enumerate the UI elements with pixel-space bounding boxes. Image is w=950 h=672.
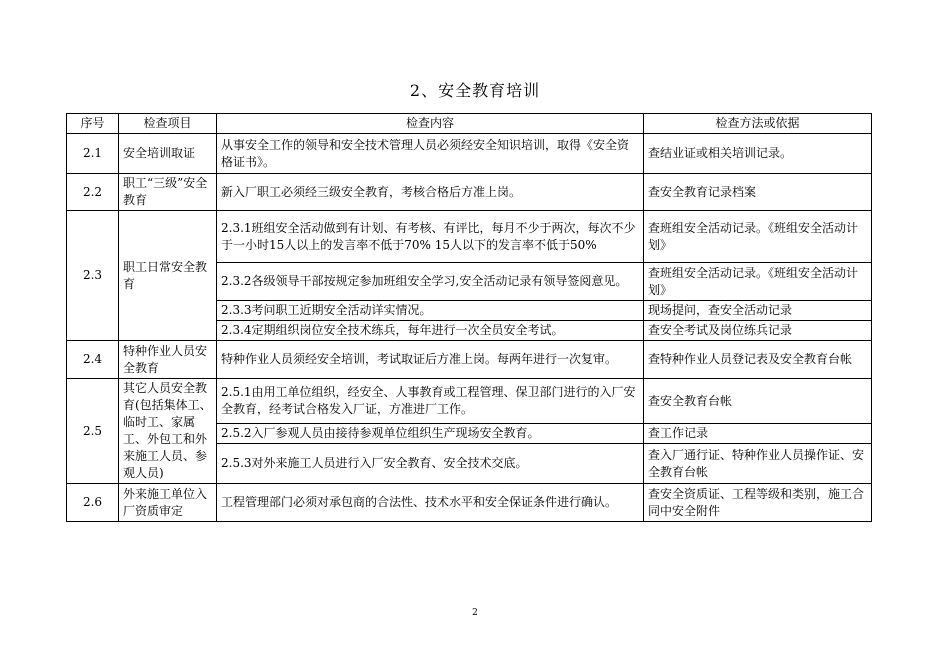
- check-item: 安全培训取证: [119, 134, 217, 174]
- check-content: 2.5.2入厂参观人员由接待参观单位组织生产现场安全教育。: [217, 424, 644, 444]
- table-row: [67, 134, 872, 174]
- table-row: [67, 174, 872, 211]
- check-content: 2.3.3考问职工近期安全活动详实情况。: [217, 301, 644, 321]
- check-content: 工程管理部门必须对承包商的合法性、技术水平和安全保证条件进行确认。: [217, 484, 644, 522]
- check-method: 查特种作业人员登记表及安全教育台帐: [644, 341, 872, 379]
- header-method: 检查方法或依据: [644, 114, 872, 134]
- check-content: 2.5.1由用工单位组织，经安全、人事教育或工程管理、保卫部门进行的入厂安全教育，经考试合格发入厂证，方准进厂工作。: [217, 379, 644, 424]
- row-number: 2.3: [67, 211, 119, 341]
- row-number: 2.6: [67, 484, 119, 522]
- check-method: 查结业证或相关培训记录。: [644, 134, 872, 174]
- table-row: [67, 379, 872, 424]
- row-number: 2.1: [67, 134, 119, 174]
- check-method: 查班组安全活动记录。《班组安全活动计划》: [644, 211, 872, 263]
- check-content: 2.3.4定期组织岗位安全技术练兵，每年进行一次全员安全考试。: [217, 321, 644, 341]
- row-number: 2.5: [67, 379, 119, 484]
- check-method: 查入厂通行证、特种作业人员操作证、安全教育台帐: [644, 444, 872, 484]
- check-method: 查安全资质证、工程等级和类别，施工合同中安全附件: [644, 484, 872, 522]
- check-item: 职工日常安全教育: [119, 211, 217, 341]
- check-method: 查班组安全活动记录。《班组安全活动计划》: [644, 263, 872, 301]
- header-item: 检查项目: [119, 114, 217, 134]
- check-method: 查工作记录: [644, 424, 872, 444]
- row-number: 2.2: [67, 174, 119, 211]
- check-content: 2.3.1班组安全活动做到有计划、有考核、有评比，每月不少于两次，每次不少于一小时15人以上的发言率不低于70% 15人以下的发言率不低于50%: [217, 211, 644, 263]
- header-no: 序号: [67, 114, 119, 134]
- inspection-table: [66, 113, 872, 522]
- row-number: 2.4: [67, 341, 119, 379]
- check-content: 2.5.3对外来施工人员进行入厂安全教育、安全技术交底。: [217, 444, 644, 484]
- table-row: [67, 341, 872, 379]
- header-content: 检查内容: [217, 114, 644, 134]
- check-item: 特种作业人员安全教育: [119, 341, 217, 379]
- check-content: 2.3.2各级领导干部按规定参加班组安全学习,安全活动记录有领导签阅意见。: [217, 263, 644, 301]
- check-item: 外来施工单位入厂资质审定: [119, 484, 217, 522]
- check-method: 查安全教育台帐: [644, 379, 872, 424]
- page-number: 2: [472, 608, 478, 618]
- check-content: 新入厂职工必须经三级安全教育，考核合格后方准上岗。: [217, 174, 644, 211]
- table-header-row: [67, 114, 872, 134]
- table-row: [67, 211, 872, 263]
- check-content: 特种作业人员须经安全培训，考试取证后方准上岗。每两年进行一次复审。: [217, 341, 644, 379]
- check-content: 从事安全工作的领导和安全技术管理人员必须经安全知识培训，取得《安全资格证书》。: [217, 134, 644, 174]
- check-method: 查安全教育记录档案: [644, 174, 872, 211]
- check-item: 职工“三级”安全教育: [119, 174, 217, 211]
- page-title: 2、安全教育培训: [409, 81, 541, 100]
- check-method: 现场提问，查安全活动记录: [644, 301, 872, 321]
- table-row: [67, 484, 872, 522]
- check-method: 查安全考试及岗位练兵记录: [644, 321, 872, 341]
- check-item: 其它人员安全教育(包括集体工、临时工、家属工、外包工和外来施工人员、参观人员): [119, 379, 217, 484]
